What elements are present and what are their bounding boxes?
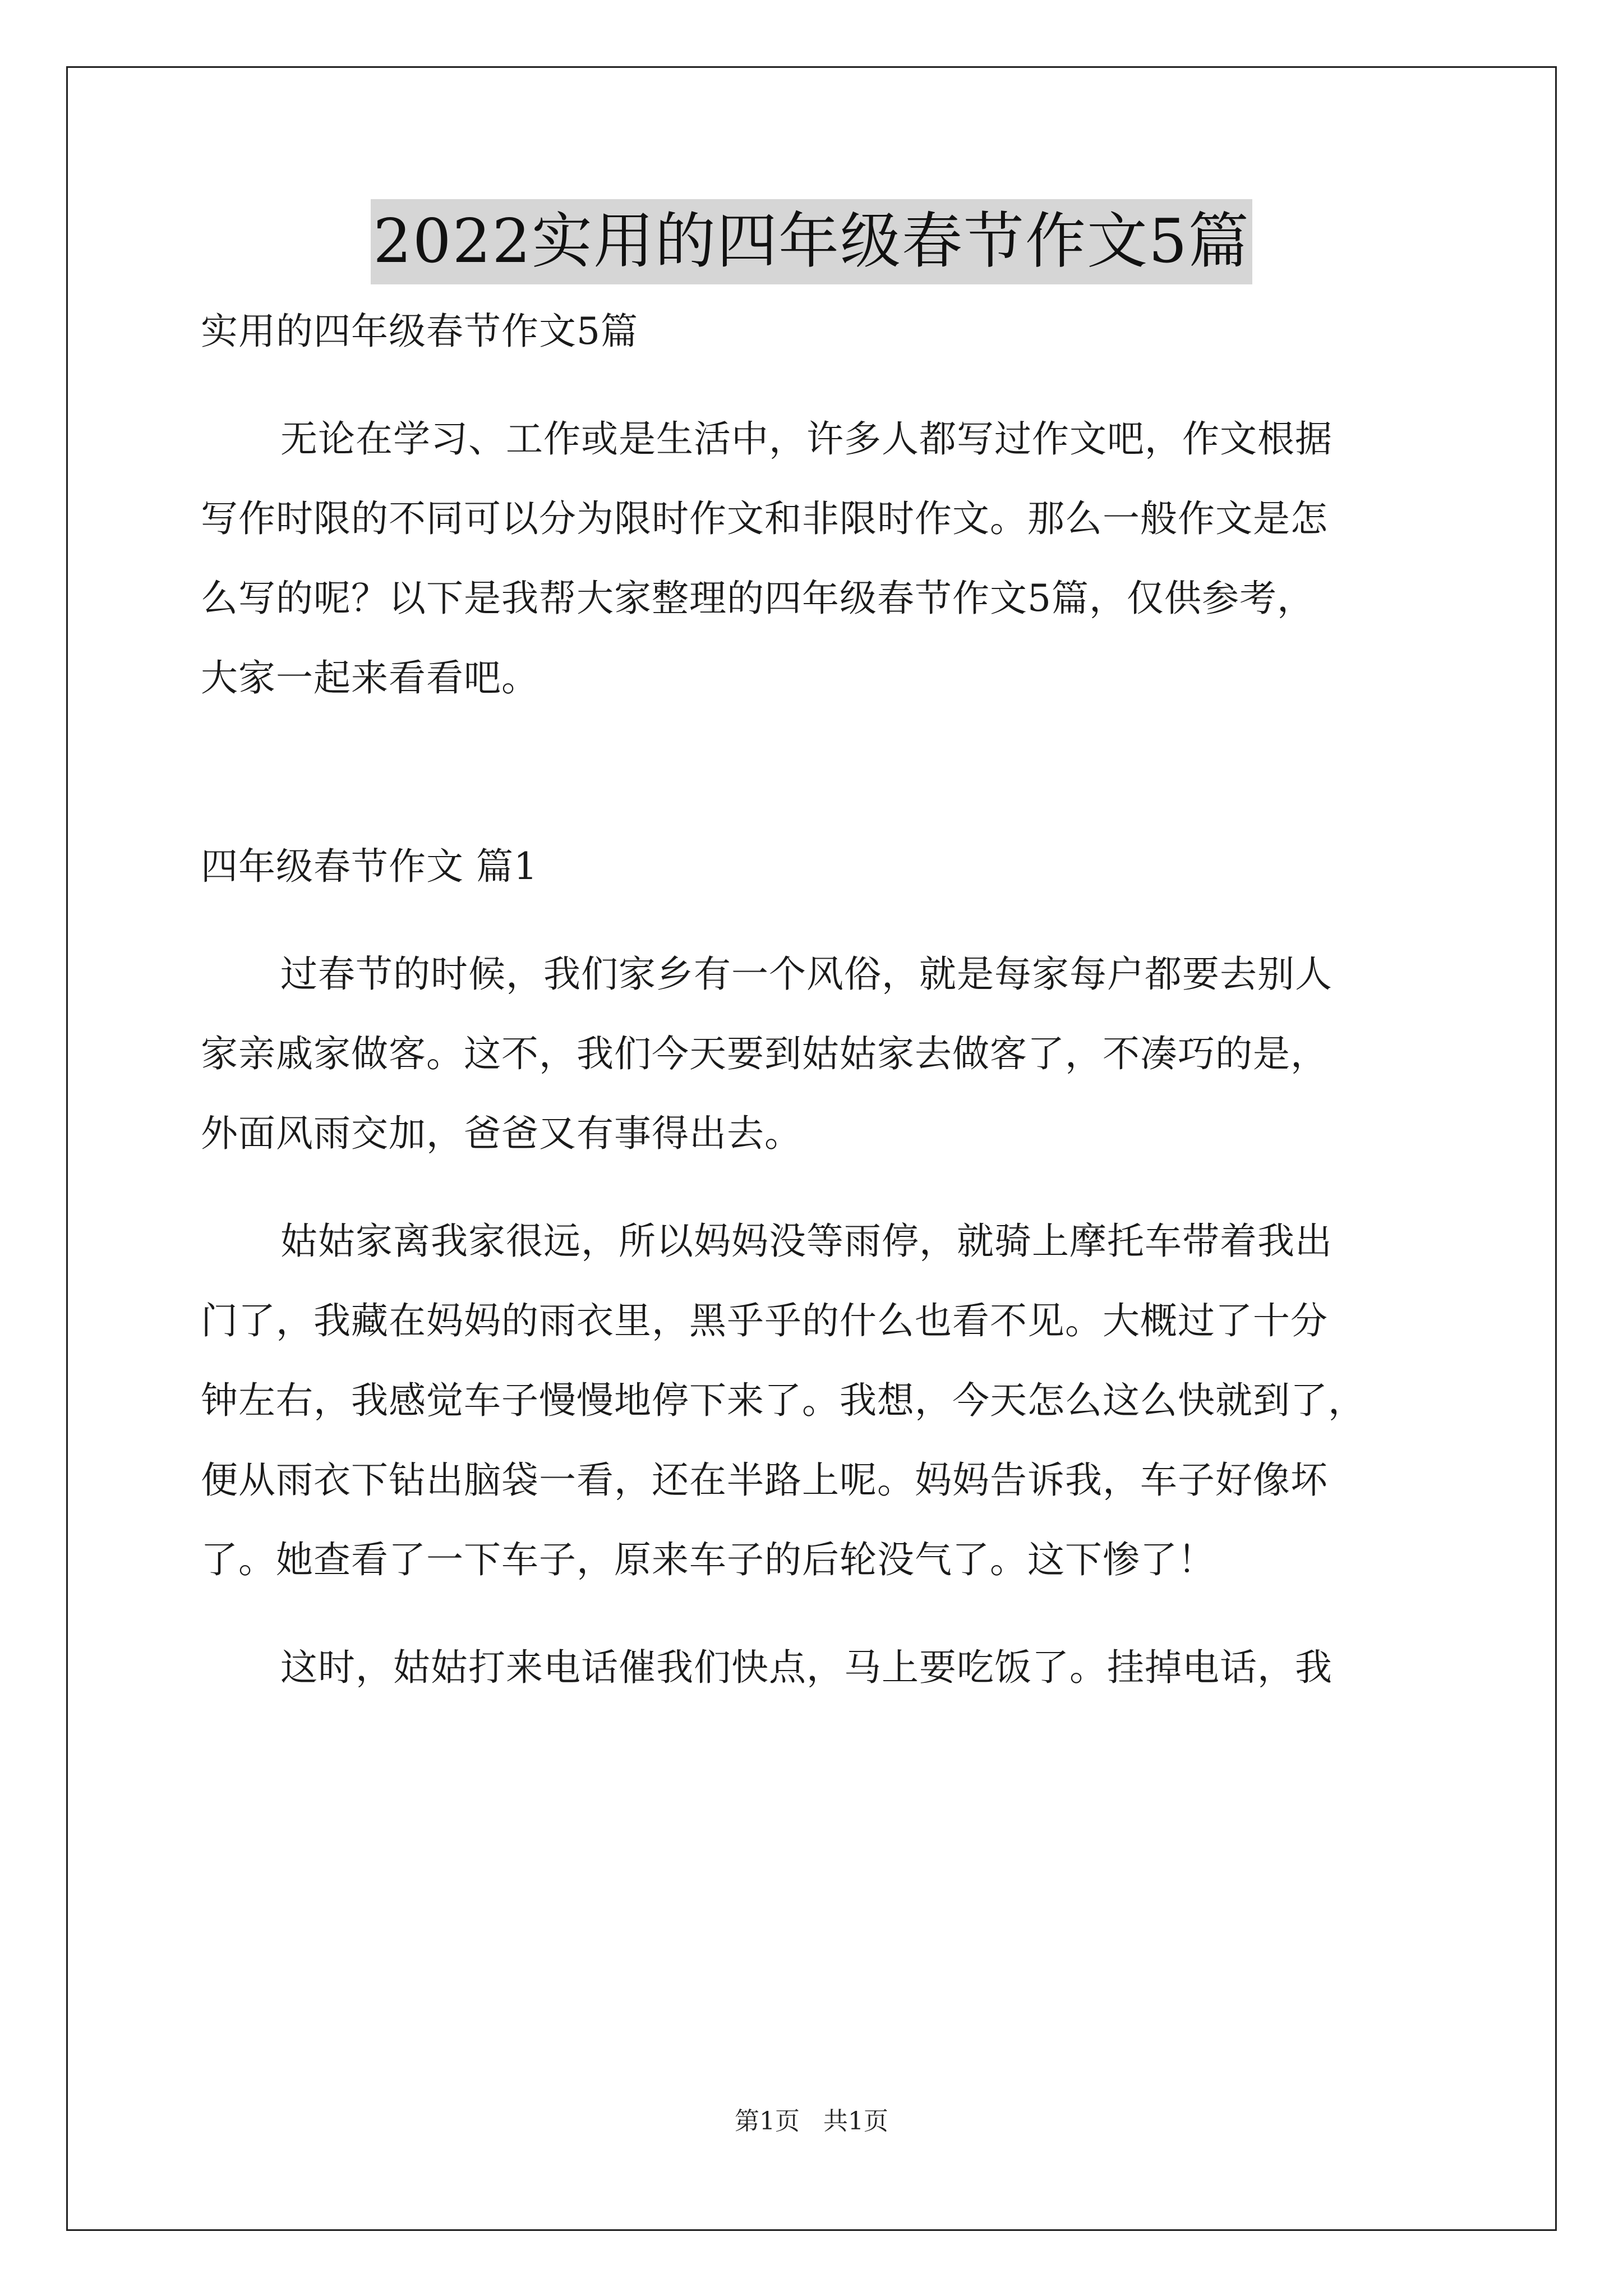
paragraph-line: 过春节的时候，我们家乡有一个风俗，就是每家每户都要去别人 xyxy=(280,953,1332,996)
spacer xyxy=(201,718,1423,827)
paragraph-line: 钟左右，我感觉车子慢慢地停下来了。我想，今天怎么这么快就到了， xyxy=(201,1379,1366,1422)
paragraph-line: 便从雨衣下钻出脑袋一看，还在半路上呢。妈妈告诉我，车子好像坏 xyxy=(201,1458,1328,1502)
paragraph-line: 了。她查看了一下车子，原来车子的后轮没气了。这下惨了！ xyxy=(201,1538,1215,1581)
paragraph-line: 这时，姑姑打来电话催我们快点，马上要吃饭了。挂掉电话，我 xyxy=(280,1646,1332,1689)
spacer xyxy=(201,1174,1423,1202)
spacer xyxy=(201,1600,1423,1628)
paragraph-line: 外面风雨交加，爸爸又有事得出去。 xyxy=(201,1112,802,1155)
paragraph-1 xyxy=(201,935,1423,1174)
paragraph-2 xyxy=(201,1202,1423,1600)
paragraph-line: 门了，我藏在妈妈的雨衣里，黑乎乎的什么也看不见。大概过了十分 xyxy=(201,1299,1328,1342)
paragraph-3 xyxy=(201,1628,1423,1708)
paragraph-line: 姑姑家离我家很远，所以妈妈没等雨停，就骑上摩托车带着我出 xyxy=(280,1220,1332,1263)
document-subtitle: 实用的四年级春节作文5篇 xyxy=(201,310,638,353)
intro-line: 大家一起来看看吧。 xyxy=(201,656,539,700)
document-title: 2022实用的四年级春节作文5篇 xyxy=(371,199,1252,284)
intro-paragraph xyxy=(201,399,1423,718)
title-container xyxy=(0,199,1623,284)
section-heading: 四年级春节作文 篇1 xyxy=(201,845,538,888)
page-footer xyxy=(0,2105,1623,2138)
spacer xyxy=(201,907,1423,935)
intro-line: 写作时限的不同可以分为限时作文和非限时作文。那么一般作文是怎 xyxy=(201,497,1328,540)
spacer xyxy=(201,371,1423,399)
document-body xyxy=(201,292,1423,1708)
paragraph-line: 家亲戚家做客。这不，我们今天要到姑姑家去做客了，不凑巧的是， xyxy=(201,1032,1328,1075)
intro-line: 么写的呢？以下是我帮大家整理的四年级春节作文5篇，仅供参考， xyxy=(201,577,1315,620)
page-total: 共1页 xyxy=(823,2107,888,2136)
intro-line: 无论在学习、工作或是生活中，许多人都写过作文吧，作文根据 xyxy=(280,417,1332,461)
page-number: 第1页 xyxy=(735,2107,800,2136)
